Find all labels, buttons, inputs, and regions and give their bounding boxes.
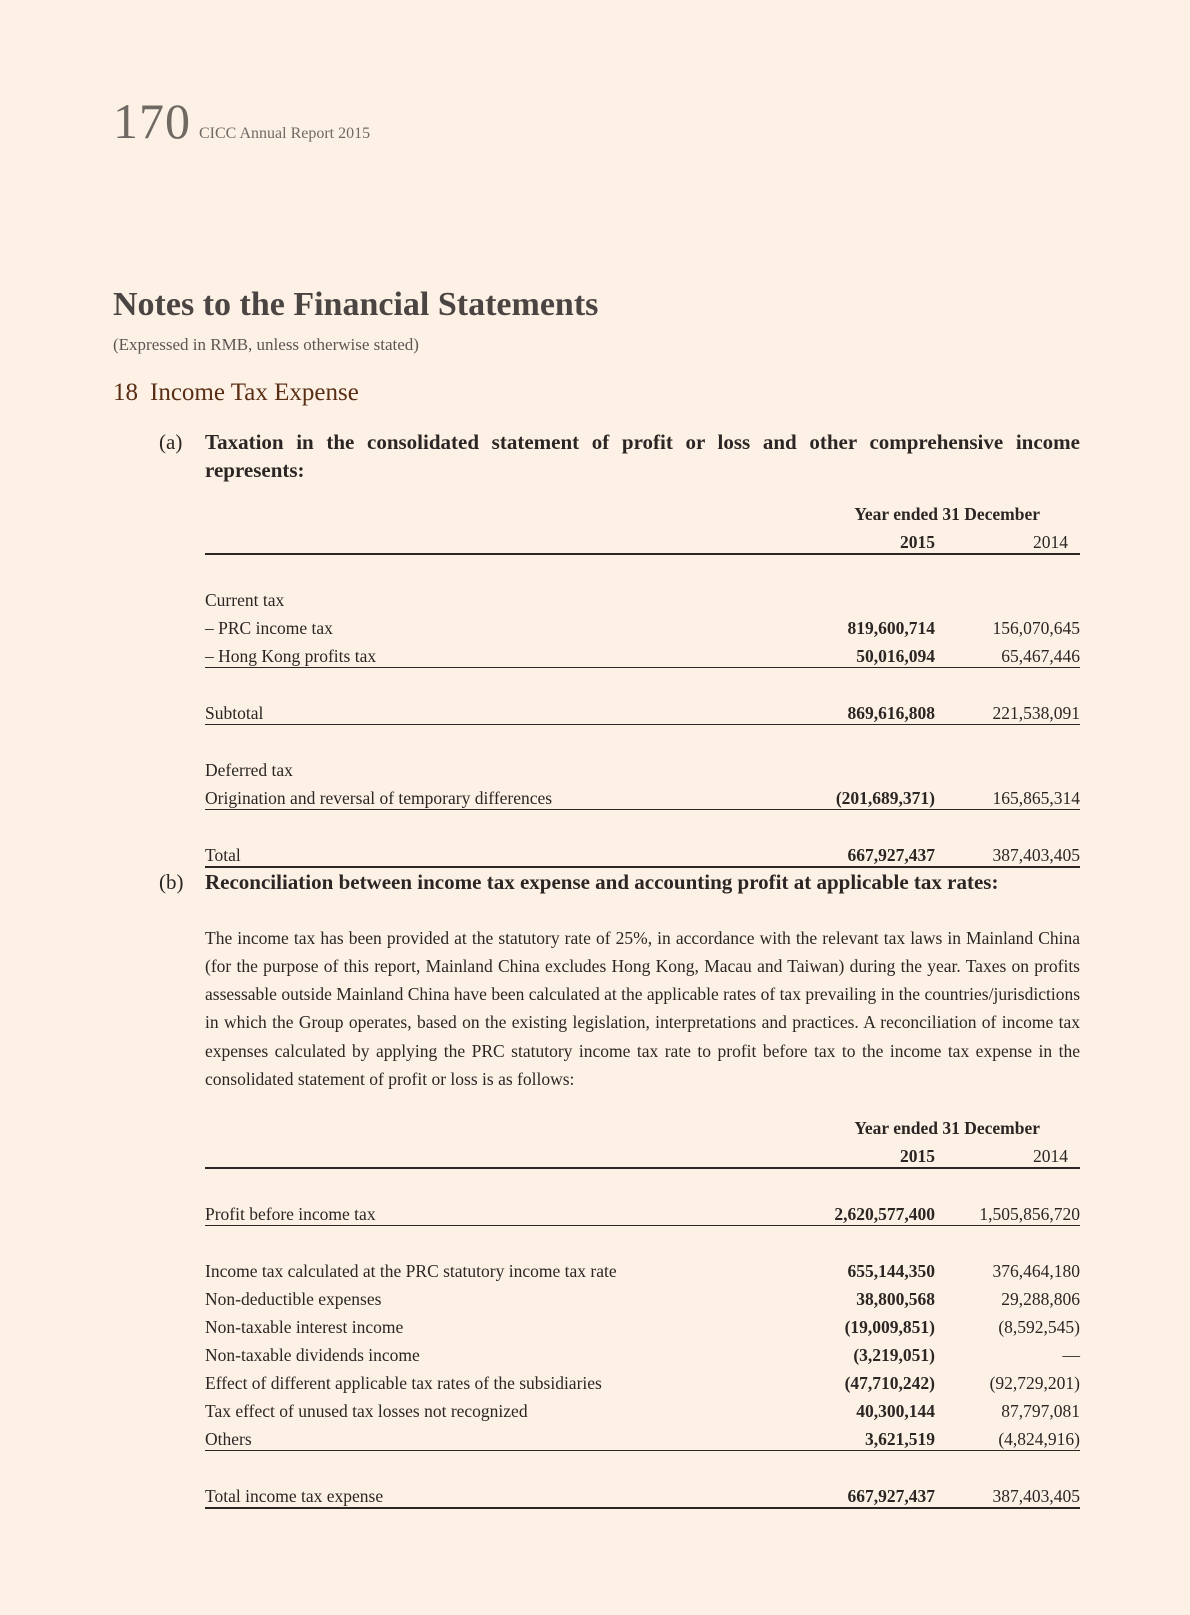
value-2014: 1,505,856,720: [935, 1197, 1080, 1226]
row-label: Current tax: [205, 590, 285, 610]
part-a-label: (a): [159, 430, 183, 454]
row-label: Subtotal: [205, 696, 795, 725]
value-2015: (19,009,851): [844, 1317, 935, 1337]
period-header: Year ended 31 December: [854, 504, 1040, 524]
table-header-years: [205, 525, 1080, 554]
value-2015: 655,144,350: [847, 1261, 935, 1281]
value-2014: (4,824,916): [935, 1422, 1080, 1451]
value-2014: 376,464,180: [992, 1261, 1080, 1281]
value-2014: 387,403,405: [935, 838, 1080, 867]
value-2015: 869,616,808: [795, 696, 935, 725]
row-label: Profit before income tax: [205, 1197, 795, 1226]
page-number: 170: [113, 93, 191, 149]
value-2014: 29,288,806: [1001, 1289, 1080, 1309]
row-label: Total: [205, 838, 795, 867]
table-row: [205, 1422, 1080, 1451]
part-b-label: (b): [159, 870, 184, 894]
year-2014-header: 2014: [935, 525, 1080, 554]
report-title: CICC Annual Report 2015: [199, 125, 371, 142]
page-header: [113, 93, 371, 149]
table-row: [205, 753, 1080, 781]
part-a-heading-text: Taxation in the consolidated statement of profit or loss and other comprehensive income represents:: [205, 430, 1080, 483]
reconciliation-table: [205, 1111, 1080, 1509]
year-2014-header: 2014: [935, 1139, 1080, 1168]
year-2015-header: 2015: [795, 1139, 935, 1168]
table-row: [205, 611, 1080, 639]
page-subtitle: (Expressed in RMB, unless otherwise stated): [113, 335, 419, 354]
value-2015: (47,710,242): [844, 1373, 935, 1393]
part-a-heading: [159, 428, 1080, 485]
table-header-years: [205, 1139, 1080, 1168]
section-number: 18: [113, 379, 138, 406]
table-row: [205, 639, 1080, 668]
table-header-period: [205, 1111, 1080, 1139]
subtotal-row: [205, 696, 1080, 725]
part-b-heading-text: Reconciliation between income tax expense and accounting profit at applicable tax rates:: [205, 870, 999, 894]
row-label: Others: [205, 1422, 795, 1451]
value-2014: —: [1062, 1345, 1080, 1365]
value-2014: 221,538,091: [935, 696, 1080, 725]
row-label: Non-deductible expenses: [205, 1289, 382, 1309]
section-title: Income Tax Expense: [150, 379, 359, 406]
section-heading: [113, 379, 359, 407]
row-label: – Hong Kong profits tax: [205, 639, 795, 668]
row-label: Non-taxable dividends income: [205, 1345, 420, 1365]
table-row: [205, 1338, 1080, 1366]
value-2015: 819,600,714: [847, 618, 935, 638]
value-2015: 38,800,568: [856, 1289, 935, 1309]
row-label: Deferred tax: [205, 760, 293, 780]
value-2015: (201,689,371): [795, 781, 935, 810]
total-row: [205, 1479, 1080, 1508]
reconciliation-paragraph: The income tax has been provided at the statutory rate of 25%, in accordance with the relevant tax laws in Mainland China (for the purpose of this report, Mainland China excludes Hong Kong, Macau and Taiwan) during the year. Taxes on profits assessable outside Mainland China have been calculated at the applicable rates of tax prevailing in the countries/jurisdictions in which the Group operates, based on the existing legislation, interpretations and practices. A reconciliation of income tax expenses calculated by applying the PRC statutory income tax rate to profit before tax to the income tax expense in the consolidated statement of profit or loss is as follows:: [205, 927, 1080, 1089]
value-2015: (3,219,051): [853, 1345, 935, 1365]
value-2014: 387,403,405: [935, 1479, 1080, 1508]
value-2015: 3,621,519: [795, 1422, 935, 1451]
total-row: [205, 838, 1080, 867]
table-row: [205, 1366, 1080, 1394]
page-title: Notes to the Financial Statements: [113, 286, 599, 323]
row-label: – PRC income tax: [205, 618, 333, 638]
row-label: Total income tax expense: [205, 1479, 795, 1508]
part-b-heading: [159, 868, 1080, 896]
table-row: [205, 1254, 1080, 1282]
table-row: [205, 1310, 1080, 1338]
row-label: Non-taxable interest income: [205, 1317, 404, 1337]
value-2015: 667,927,437: [795, 838, 935, 867]
value-2015: 40,300,144: [856, 1401, 935, 1421]
value-2015: 667,927,437: [795, 1479, 935, 1508]
profit-before-tax-row: [205, 1197, 1080, 1226]
value-2015: 2,620,577,400: [795, 1197, 935, 1226]
value-2014: 87,797,081: [1001, 1401, 1080, 1421]
value-2014: 65,467,446: [935, 639, 1080, 668]
value-2014: (92,729,201): [989, 1373, 1080, 1393]
row-label: Effect of different applicable tax rates of the subsidiaries: [205, 1373, 602, 1393]
value-2015: 50,016,094: [795, 639, 935, 668]
value-2014: 165,865,314: [935, 781, 1080, 810]
value-2014: 156,070,645: [992, 618, 1080, 638]
table-row: [205, 781, 1080, 810]
row-label: Tax effect of unused tax losses not recognized: [205, 1401, 528, 1421]
value-2014: (8,592,545): [998, 1317, 1080, 1337]
table-row: [205, 583, 1080, 611]
row-label: Income tax calculated at the PRC statutory income tax rate: [205, 1261, 617, 1281]
row-label: Origination and reversal of temporary differences: [205, 781, 795, 810]
taxation-table: [205, 497, 1080, 868]
table-header-period: [205, 497, 1080, 525]
table-row: [205, 1282, 1080, 1310]
year-2015-header: 2015: [795, 525, 935, 554]
period-header: Year ended 31 December: [854, 1118, 1040, 1138]
table-row: [205, 1394, 1080, 1422]
